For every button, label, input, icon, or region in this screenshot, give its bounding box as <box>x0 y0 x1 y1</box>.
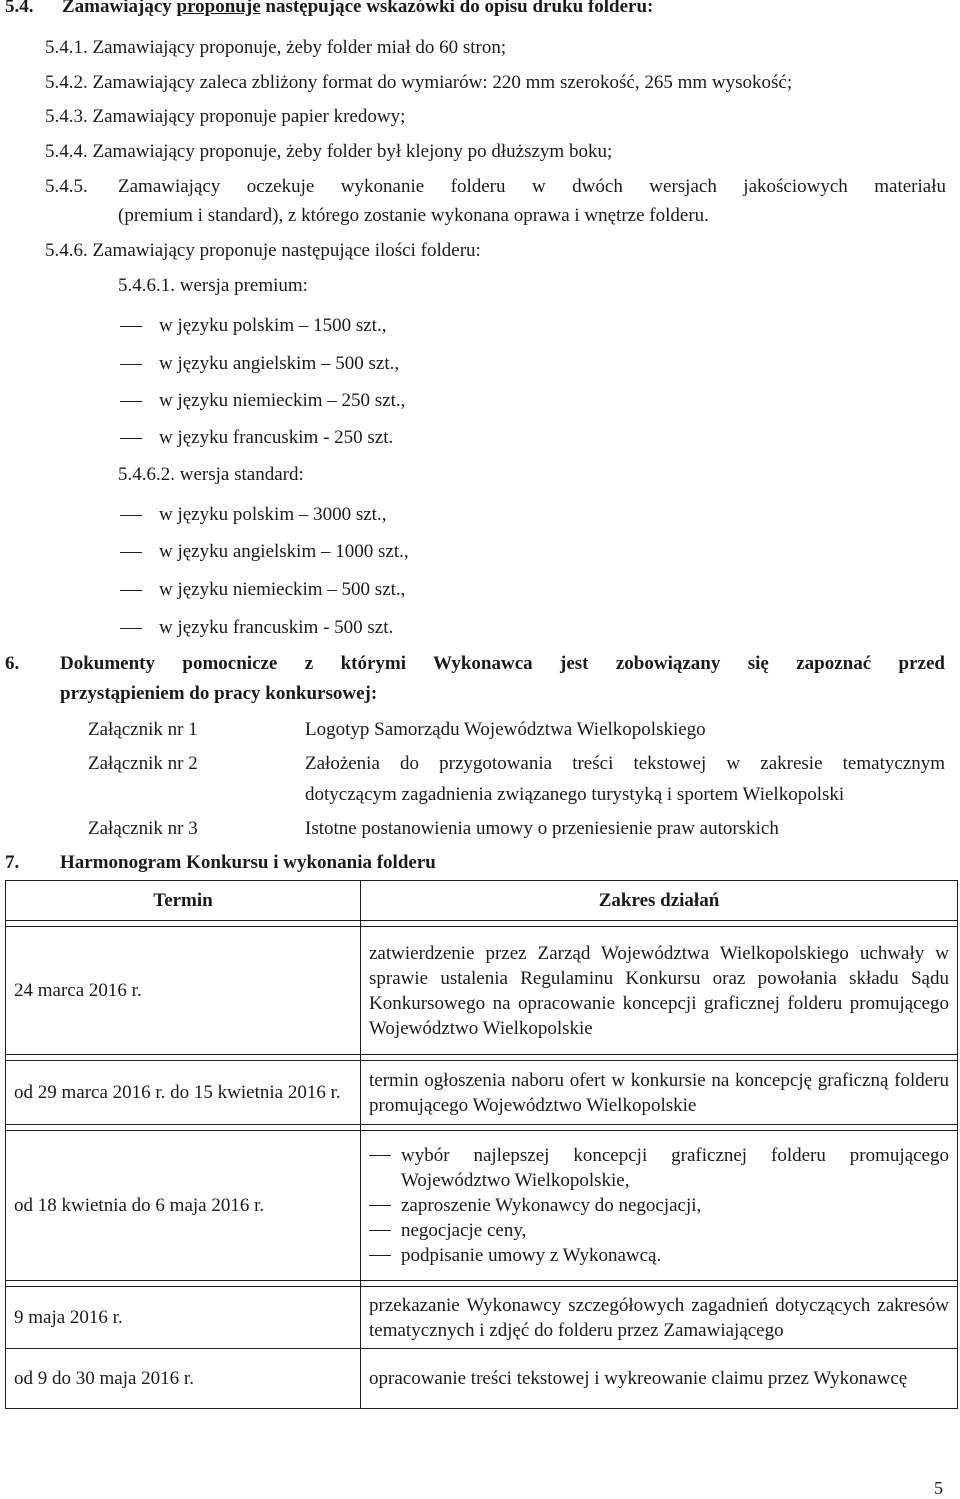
standard-line-4: w języku francuskim - 500 szt. <box>159 617 394 638</box>
attachment-2-desc-line1: Założenia do przygotowania treści tekstowej w zakresie tematycznym <box>305 753 945 774</box>
item-5-4-4 <box>45 140 612 164</box>
standard-heading: 5.4.6.2. wersja standard: <box>118 464 304 485</box>
row-date: od 29 marca 2016 r. do 15 kwietnia 2016 r. <box>6 1061 361 1125</box>
item-number: 5.4.6. <box>45 240 88 261</box>
row-date: 24 marca 2016 r. <box>6 927 361 1055</box>
dash-icon <box>120 628 142 629</box>
heading-underlined: proponuje <box>176 0 261 17</box>
list-item: zaproszenie Wykonawcy do negocjacji, <box>369 1193 949 1218</box>
premium-line-3: w języku niemieckim – 250 szt., <box>159 390 406 411</box>
item-text: Zamawiający proponuje następujące ilości folderu: <box>92 240 481 261</box>
row-date: 9 maja 2016 r. <box>6 1287 361 1349</box>
activity-list <box>369 1143 949 1268</box>
row-desc: termin ogłoszenia naboru ofert w konkursie na koncepcję graficzną folderu promującego Województwo Wielkopolskie <box>361 1061 958 1125</box>
item-number: 5.4.2. <box>45 72 88 93</box>
dash-icon <box>120 552 142 553</box>
item-5-4-5-number: 5.4.5. <box>45 176 88 197</box>
row-desc: opracowanie treści tekstowej i wykreowanie claimu przez Wykonawcę <box>361 1349 958 1409</box>
table-row <box>6 927 958 1055</box>
attachment-2-label: Załącznik nr 2 <box>88 753 198 774</box>
attachment-3-label: Załącznik nr 3 <box>88 818 198 839</box>
table-row <box>6 1061 958 1125</box>
premium-line-1: w języku polskim – 1500 szt., <box>159 315 387 336</box>
table-row <box>6 1287 958 1349</box>
dash-icon <box>120 364 142 365</box>
item-5-4-6 <box>45 239 481 263</box>
section-7-title: Harmonogram Konkursu i wykonania folderu <box>60 852 436 873</box>
item-5-4-1 <box>45 36 506 60</box>
header-zakres: Zakres działań <box>361 881 958 921</box>
item-text: Zamawiający proponuje, żeby folder był klejony po dłuższym boku; <box>92 141 613 162</box>
item-5-4-5-line2: (premium i standard), z którego zostanie wykonana oprawa i wnętrze folderu. <box>118 205 709 226</box>
attachment-1-label: Załącznik nr 1 <box>88 719 198 740</box>
section-7-number: 7. <box>5 852 20 873</box>
item-number: 5.4.4. <box>45 141 88 162</box>
row-desc: przekazanie Wykonawcy szczegółowych zagadnień dotyczących zakresów tematycznych i zdjęć do folderu przez Zamawiającego <box>361 1287 958 1349</box>
item-5-4-3 <box>45 105 405 129</box>
premium-heading: 5.4.6.1. wersja premium: <box>118 275 308 296</box>
section-6-number: 6. <box>5 653 20 674</box>
standard-line-3: w języku niemieckim – 500 szt., <box>159 579 406 600</box>
section-5-4-heading <box>5 0 653 19</box>
item-text: Zamawiający zaleca zbliżony format do wymiarów: 220 mm szerokość, 265 mm wysokość; <box>92 72 793 93</box>
dash-icon <box>120 438 142 439</box>
standard-line-2: w języku angielskim – 1000 szt., <box>159 541 409 562</box>
dash-icon <box>120 401 142 402</box>
table-header-row <box>6 881 958 921</box>
row-desc-list <box>361 1131 958 1281</box>
header-termin: Termin <box>6 881 361 921</box>
item-5-4-2 <box>45 71 792 95</box>
row-date: od 18 kwietnia do 6 maja 2016 r. <box>6 1131 361 1281</box>
premium-line-2: w języku angielskim – 500 szt., <box>159 353 400 374</box>
dash-icon <box>120 590 142 591</box>
heading-text: Zamawiający <box>62 0 172 17</box>
heading-text: następujące wskazówki do opisu druku folderu: <box>265 0 654 17</box>
attachment-1-desc: Logotyp Samorządu Województwa Wielkopolskiego <box>305 719 706 740</box>
standard-line-1: w języku polskim – 3000 szt., <box>159 504 387 525</box>
table-row <box>6 1131 958 1281</box>
premium-line-4: w języku francuskim - 250 szt. <box>159 427 394 448</box>
list-item: podpisanie umowy z Wykonawcą. <box>369 1243 949 1268</box>
section-6-title-line1: Dokumenty pomocnicze z którymi Wykonawca jest zobowiązany się zapoznać przed <box>60 653 945 674</box>
list-item: negocjacje ceny, <box>369 1218 949 1243</box>
item-text: Zamawiający proponuje, żeby folder miał do 60 stron; <box>92 37 507 58</box>
item-5-4-5-line1: Zamawiający oczekuje wykonanie folderu w dwóch wersjach jakościowych materiału <box>118 176 946 197</box>
section-number: 5.4. <box>5 0 34 17</box>
item-number: 5.4.1. <box>45 37 88 58</box>
list-item: wybór najlepszej koncepcji graficznej folderu promującego Województwo Wielkopolskie, <box>369 1143 949 1193</box>
attachment-3-desc: Istotne postanowienia umowy o przeniesienie praw autorskich <box>305 818 779 839</box>
attachment-2-desc-line2: dotyczącym zagadnienia związanego turystyką i sportem Wielkopolski <box>305 784 845 805</box>
table-row <box>6 1349 958 1409</box>
row-desc: zatwierdzenie przez Zarząd Województwa Wielkopolskiego uchwały w sprawie ustalenia Regulaminu Konkursu oraz powołania składu Sądu Konkursowego na opracowanie koncepcji graficznej folderu promującego Województwo Wielkopolskie <box>361 927 958 1055</box>
row-date: od 9 do 30 maja 2016 r. <box>6 1349 361 1409</box>
item-text: Zamawiający proponuje papier kredowy; <box>92 106 406 127</box>
page-number: 5 <box>934 1478 943 1498</box>
item-number: 5.4.3. <box>45 106 88 127</box>
section-6-title-line2: przystąpieniem do pracy konkursowej: <box>60 683 378 704</box>
dash-icon <box>120 515 142 516</box>
dash-icon <box>120 326 142 327</box>
schedule-table <box>5 880 958 1409</box>
